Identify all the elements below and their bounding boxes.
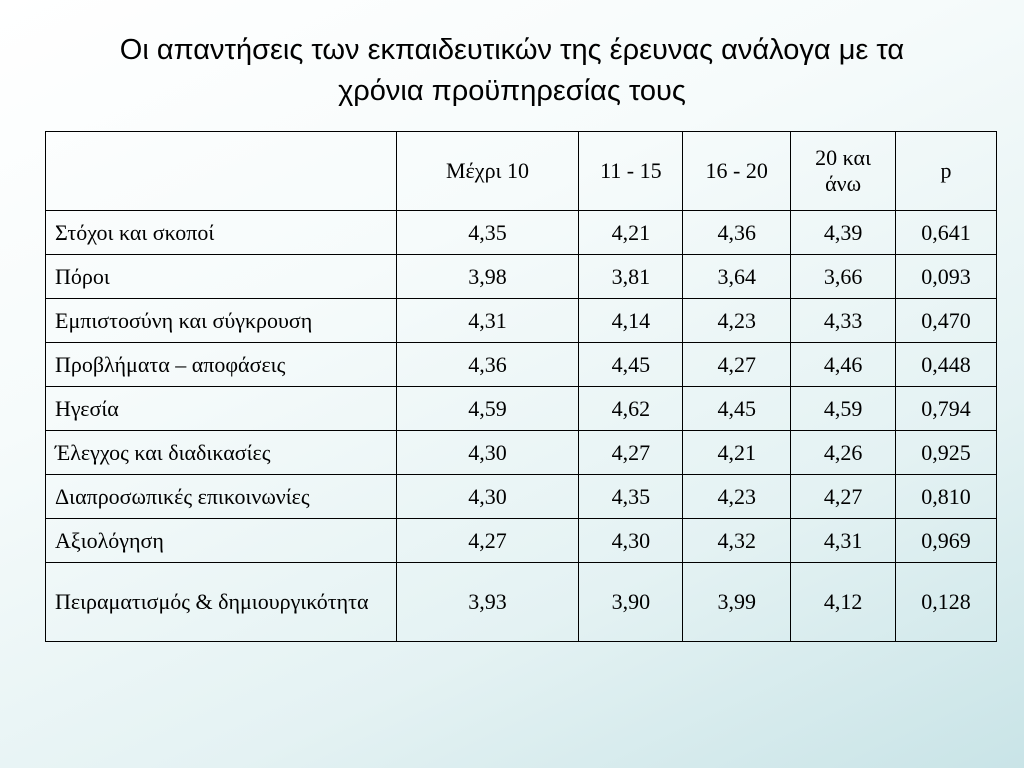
p-value-cell: 0,810 <box>896 475 997 519</box>
table-cell: 4,27 <box>683 343 791 387</box>
table-cell: 4,23 <box>683 475 791 519</box>
table-cell: 4,12 <box>791 563 896 642</box>
table-cell: 3,93 <box>396 563 579 642</box>
table-row <box>46 519 997 563</box>
table-cell: 4,30 <box>579 519 683 563</box>
table-row <box>46 431 997 475</box>
p-value-cell: 0,969 <box>896 519 997 563</box>
row-label: Προβλήματα – αποφάσεις <box>46 343 397 387</box>
slide-title <box>0 30 1024 112</box>
table-cell: 4,27 <box>791 475 896 519</box>
results-table <box>45 131 997 642</box>
table-cell: 4,36 <box>396 343 579 387</box>
title-line-1: Οι απαντήσεις των εκπαιδευτικών της έρευνας ανάλογα με τα <box>119 34 905 66</box>
table-row <box>46 343 997 387</box>
table-cell: 4,39 <box>791 211 896 255</box>
p-value-cell: 0,794 <box>896 387 997 431</box>
table-cell: 4,31 <box>396 299 579 343</box>
table-cell: 3,81 <box>579 255 683 299</box>
table-cell: 4,27 <box>579 431 683 475</box>
p-value-cell: 0,641 <box>896 211 997 255</box>
row-label: Διαπροσωπικές επικοινωνίες <box>46 475 397 519</box>
table-row <box>46 211 997 255</box>
table-row <box>46 387 997 431</box>
p-value-cell: 0,448 <box>896 343 997 387</box>
table-row <box>46 255 997 299</box>
row-label: Αξιολόγηση <box>46 519 397 563</box>
table-cell: 3,64 <box>683 255 791 299</box>
table-cell: 4,26 <box>791 431 896 475</box>
p-value-cell: 0,093 <box>896 255 997 299</box>
table-cell: 4,30 <box>396 431 579 475</box>
row-label: Ηγεσία <box>46 387 397 431</box>
table-cell: 4,46 <box>791 343 896 387</box>
table-cell: 4,27 <box>396 519 579 563</box>
row-label: Πειραματισμός & δημιουργικότητα <box>46 563 397 642</box>
row-label: Εμπιστοσύνη και σύγκρουση <box>46 299 397 343</box>
table-cell: 4,31 <box>791 519 896 563</box>
table-cell: 4,21 <box>683 431 791 475</box>
row-label: Πόροι <box>46 255 397 299</box>
header-cell-p: p <box>896 132 997 211</box>
p-value-cell: 0,470 <box>896 299 997 343</box>
row-label: Στόχοι και σκοποί <box>46 211 397 255</box>
p-value-cell: 0,128 <box>896 563 997 642</box>
table-cell: 4,35 <box>396 211 579 255</box>
table-cell: 3,99 <box>683 563 791 642</box>
row-label: Έλεγχος και διαδικασίες <box>46 431 397 475</box>
header-cell-empty <box>46 132 397 211</box>
table-cell: 4,30 <box>396 475 579 519</box>
table-cell: 4,59 <box>396 387 579 431</box>
table-cell: 4,59 <box>791 387 896 431</box>
table-cell: 4,14 <box>579 299 683 343</box>
table-row <box>46 563 997 642</box>
table-cell: 3,90 <box>579 563 683 642</box>
table-cell: 4,21 <box>579 211 683 255</box>
table-cell: 4,35 <box>579 475 683 519</box>
table-cell: 4,33 <box>791 299 896 343</box>
table-cell: 4,62 <box>579 387 683 431</box>
table-cell: 4,23 <box>683 299 791 343</box>
header-cell-11-15: 11 - 15 <box>579 132 683 211</box>
table-header-row <box>46 132 997 211</box>
header-cell-16-20: 16 - 20 <box>683 132 791 211</box>
table-cell: 3,66 <box>791 255 896 299</box>
table-row <box>46 299 997 343</box>
table-cell: 4,36 <box>683 211 791 255</box>
p-value-cell: 0,925 <box>896 431 997 475</box>
header-cell-up-to-10: Μέχρι 10 <box>396 132 579 211</box>
table-cell: 4,45 <box>579 343 683 387</box>
table-cell: 4,32 <box>683 519 791 563</box>
header-cell-20-plus: 20 και άνω <box>791 132 896 211</box>
title-line-2: χρόνια προϋπηρεσίας τους <box>338 75 686 107</box>
table-cell: 4,45 <box>683 387 791 431</box>
table-row <box>46 475 997 519</box>
table-cell: 3,98 <box>396 255 579 299</box>
